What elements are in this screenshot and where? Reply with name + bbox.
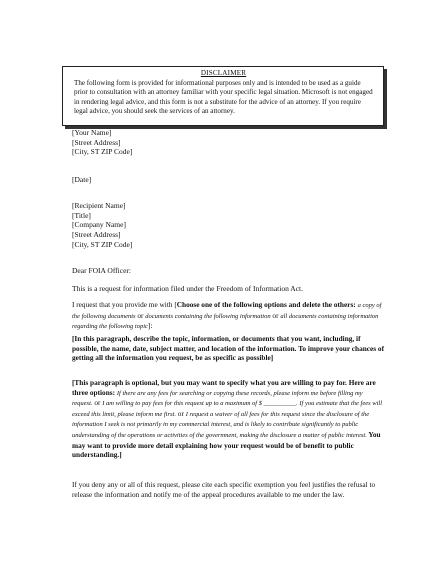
recipient-name: [Recipient Name] xyxy=(72,201,126,210)
request-close: ]: xyxy=(147,321,153,331)
disclaimer-title: DISCLAIMER xyxy=(200,69,247,77)
intro-paragraph: This is a request for information filed under the Freedom of Information Act. xyxy=(72,284,303,293)
sender-street: [Street Address] xyxy=(72,137,121,147)
recipient-street: [Street Address] xyxy=(72,230,121,240)
sender-city: [City, ST ZIP Code] xyxy=(72,147,133,157)
request-lead: I request that you provide me with [ xyxy=(72,300,177,309)
fees-or-1: or xyxy=(92,398,103,408)
recipient-address xyxy=(72,201,384,250)
sender-name: [Your Name] xyxy=(72,128,112,137)
recipient-company: [Company Name] xyxy=(72,220,126,230)
fees-option-3: I request a waiver of all fees for this request since the disclosure of the information I seek is not primarily in my commercial interest, and is likely to contribute significantly to public understanding of the operations or activities of the government, making the disclosure a matter of public interest. xyxy=(72,410,370,439)
fees-or-2: or xyxy=(175,408,186,418)
disclaimer-box xyxy=(62,66,384,126)
disclaimer-text: The following form is provided for informational purposes only and is intended to be used as a guide prior to consultation with an attorney familiar with your specific legal situation. Microsoft is not engaged in rendering legal advice, and this form is not a substitute for the advice of an attorney. If you require legal advice, you should seek the services of an attorney. xyxy=(74,78,373,116)
letter-date: [Date] xyxy=(72,175,92,184)
recipient-city: [City, ST ZIP Code] xyxy=(72,239,133,249)
sender-address xyxy=(72,128,384,157)
request-option-3: all documents containing information regarding the following topic xyxy=(72,312,379,331)
request-or-2: or xyxy=(270,310,281,320)
fees-paragraph xyxy=(72,378,384,460)
request-option-1: a copy of the following documents xyxy=(72,302,382,320)
fees-option-1: If there are any fees for searching or copying these records, please inform me before filling my request. xyxy=(72,389,363,408)
request-choose: Choose one of the following options and delete the others: xyxy=(176,300,358,309)
fees-option-2: I am willing to pay fees for this request up to a maximum of $ __________. If you estimate that the fees will exceed this limit, please inform me first. xyxy=(72,400,383,418)
closing-paragraph: If you deny any or all of this request, please cite each specific exemption you feel justifies the refusal to release the information and notify me of the appeal procedures available to me under the law. xyxy=(72,480,376,499)
describe-paragraph: [In this paragraph, describe the topic, information, or documents that you want, including, if possible, the name, date, subject matter, and location of the information. To improve your chances of getting all the information you request, be as specific as possible] xyxy=(72,334,385,363)
request-option-2: documents containing the following information xyxy=(145,312,271,320)
fees-lead: [This paragraph is optional, but you may want to specify what you are willing to pay for. Here are three options: xyxy=(72,378,376,397)
recipient-title: [Title] xyxy=(72,210,91,220)
request-paragraph xyxy=(72,300,384,332)
request-or-1: or xyxy=(135,310,146,320)
salutation: Dear FOIA Officer: xyxy=(72,266,132,275)
fees-tail: You may want to provide more detail explaining how your request would be of benefit to public understanding.] xyxy=(72,429,381,460)
